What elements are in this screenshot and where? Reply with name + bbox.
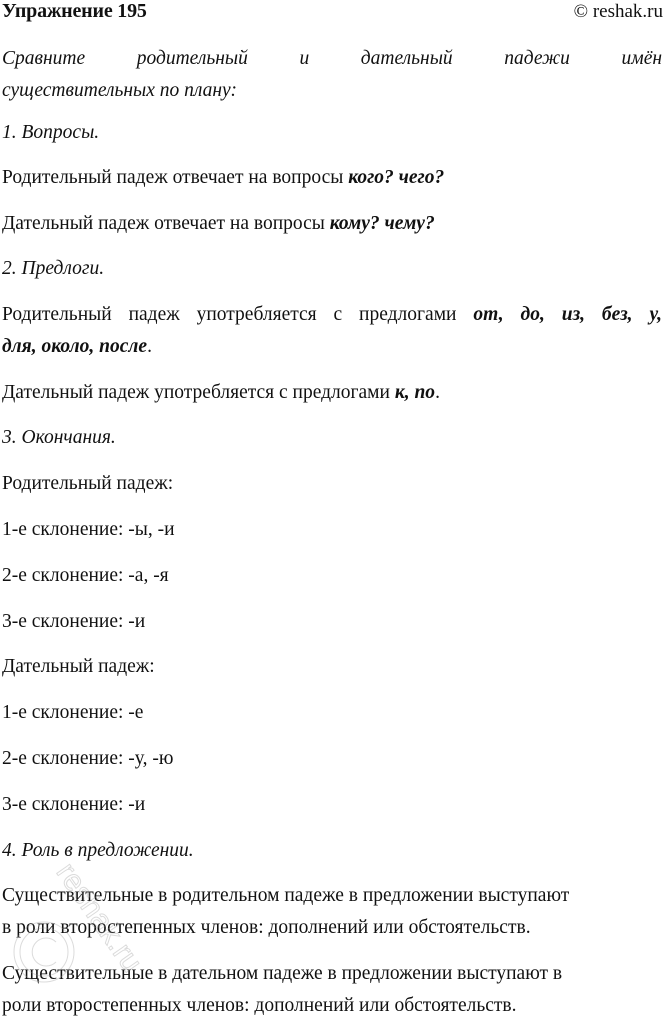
endings-dative-item: 3-е склонение: -и bbox=[2, 794, 146, 815]
section-heading-questions: 1. Вопросы. bbox=[2, 122, 100, 143]
text: . bbox=[147, 336, 152, 357]
task-word: родительный bbox=[136, 48, 248, 69]
text: Дательный падеж отвечает на вопросы bbox=[2, 213, 330, 234]
role-genitive-line-2: в роли второстепенных членов: дополнений или обстоятельств. bbox=[2, 917, 531, 938]
endings-genitive-label: Родительный падеж: bbox=[2, 473, 174, 494]
task-word: дательный bbox=[360, 48, 453, 69]
role-dative-line-1: Существительные в дательном падеже в предложении выступают в bbox=[2, 963, 563, 984]
text: Родительный падеж употребляется с предлогами bbox=[2, 304, 474, 325]
endings-dative-label: Дательный падеж: bbox=[2, 656, 155, 677]
questions-genitive bbox=[2, 161, 662, 194]
exercise-title: Упражнение 195 bbox=[2, 0, 147, 22]
endings-genitive-item: 2-е склонение: -а, -я bbox=[2, 565, 169, 586]
role-dative-line-2: роли второстепенных членов: дополнений или обстоятельств. bbox=[2, 995, 517, 1016]
endings-dative-item: 2-е склонение: -у, -ю bbox=[2, 748, 174, 769]
emphasis: кого? чего? bbox=[348, 167, 445, 188]
endings-genitive-item: 1-е склонение: -ы, -и bbox=[2, 519, 175, 540]
svg-text:reshak.ru: reshak.ru bbox=[49, 856, 149, 979]
text: Дательный падеж употребляется с предлогами bbox=[2, 382, 395, 403]
prepositions-genitive-line-1 bbox=[2, 298, 662, 331]
text: Родительный падеж отвечает на вопросы bbox=[2, 167, 349, 188]
prepositions-genitive-line-2 bbox=[2, 330, 662, 363]
task-line-2: существительных по плану: bbox=[2, 80, 237, 101]
task-word: Сравните bbox=[2, 48, 86, 69]
section-heading-role: 4. Роль в предложении. bbox=[2, 840, 194, 861]
endings-dative-item: 1-е склонение: -е bbox=[2, 702, 144, 723]
role-genitive-line-1: Существительные в родительном падеже в предложении выступают bbox=[2, 885, 570, 906]
emphasis: к, по bbox=[394, 382, 436, 403]
copyright-label: © reshak.ru bbox=[573, 1, 663, 22]
task-line-1 bbox=[2, 42, 662, 75]
section-heading-endings: 3. Окончания. bbox=[2, 427, 116, 448]
task-word: имён bbox=[621, 48, 663, 69]
section-heading-prepositions: 2. Предлоги. bbox=[2, 258, 105, 279]
task-word: и bbox=[299, 48, 310, 69]
prepositions-dative bbox=[2, 376, 662, 409]
task-word: падежи bbox=[504, 48, 570, 69]
text: . bbox=[435, 382, 440, 403]
questions-dative bbox=[2, 207, 662, 240]
page-header bbox=[2, 0, 663, 30]
emphasis: для, около, после bbox=[2, 336, 148, 357]
emphasis: кому? чему? bbox=[329, 213, 435, 234]
emphasis: от, до, из, без, у, bbox=[473, 304, 662, 325]
endings-genitive-item: 3-е склонение: -и bbox=[2, 611, 146, 632]
